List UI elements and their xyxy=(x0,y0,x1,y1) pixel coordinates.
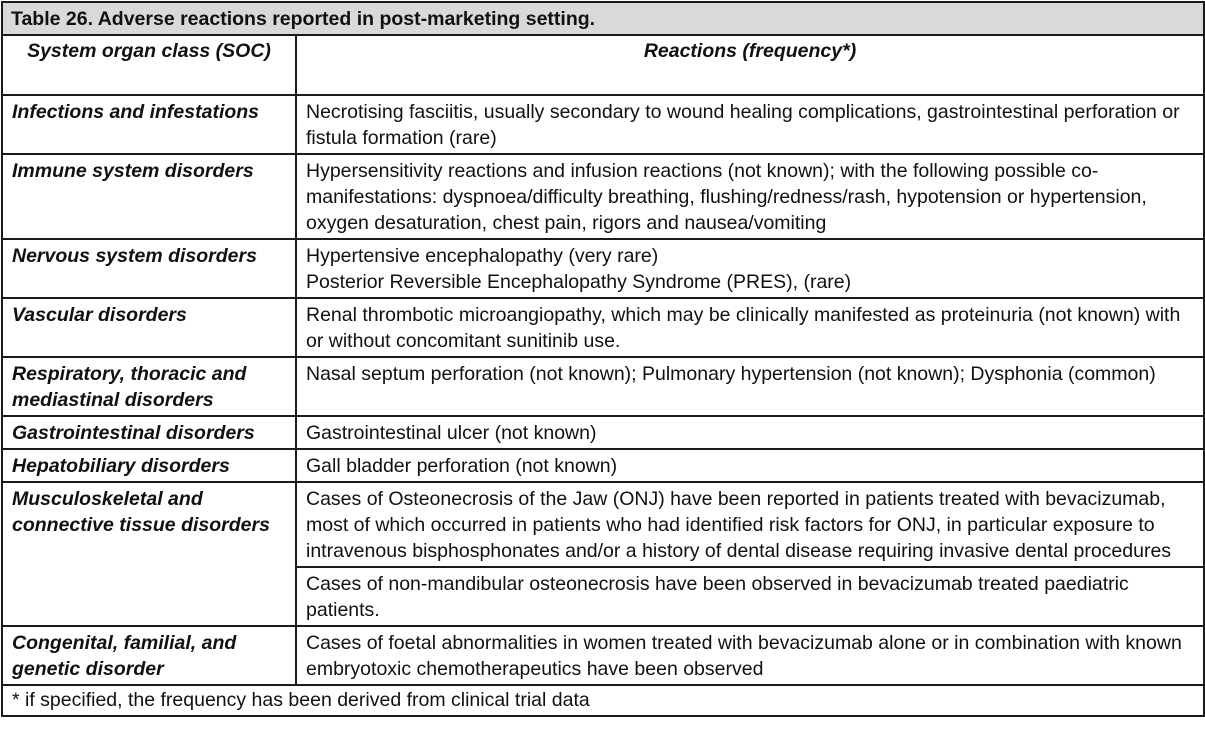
table-row xyxy=(2,416,1204,449)
soc-cell: Immune system disorders xyxy=(2,154,296,239)
title-row xyxy=(2,2,1204,35)
reaction-line: Posterior Reversible Encephalopathy Syndrome (PRES), (rare) xyxy=(306,271,852,293)
reactions-cell: Cases of foetal abnormalities in women treated with bevacizumab alone or in combination with known embryotoxic chemotherapeutics have been observed xyxy=(296,626,1204,685)
reactions-column-header: Reactions (frequency*) xyxy=(296,35,1204,95)
adverse-reactions-table xyxy=(1,1,1205,717)
soc-cell: Vascular disorders xyxy=(2,298,296,357)
soc-column-header: System organ class (SOC) xyxy=(2,35,296,95)
table-row xyxy=(2,449,1204,482)
soc-cell: Gastrointestinal disorders xyxy=(2,416,296,449)
reactions-cell: Hypersensitivity reactions and infusion reactions (not known); with the following possible co-manifestations: dyspnoea/difficulty breathing, flushing/redness/rash, hypotension or hypertension, oxygen desaturation, chest pain, rigors and nausea/vomiting xyxy=(296,154,1204,239)
table-footnote: * if specified, the frequency has been derived from clinical trial data xyxy=(2,685,1204,716)
table-row xyxy=(2,154,1204,239)
table-row xyxy=(2,626,1204,685)
footnote-row xyxy=(2,685,1204,716)
reactions-cell: Renal thrombotic microangiopathy, which may be clinically manifested as proteinuria (not known) with or without concomitant sunitinib use. xyxy=(296,298,1204,357)
soc-cell: Nervous system disorders xyxy=(2,239,296,298)
reactions-cell: Gall bladder perforation (not known) xyxy=(296,449,1204,482)
table-title: Table 26. Adverse reactions reported in post-marketing setting. xyxy=(2,2,1204,35)
soc-cell: Congenital, familial, and genetic disorder xyxy=(2,626,296,685)
reactions-cell: Gastrointestinal ulcer (not known) xyxy=(296,416,1204,449)
table-row xyxy=(2,482,1204,567)
reactions-cell: Cases of non-mandibular osteonecrosis have been observed in bevacizumab treated paediatric patients. xyxy=(296,567,1204,626)
table-row xyxy=(2,298,1204,357)
table-row xyxy=(2,95,1204,154)
header-row xyxy=(2,35,1204,95)
table-row xyxy=(2,357,1204,416)
soc-cell: Hepatobiliary disorders xyxy=(2,449,296,482)
soc-cell: Infections and infestations xyxy=(2,95,296,154)
reactions-cell: Necrotising fasciitis, usually secondary to wound healing complications, gastrointestinal perforation or fistula formation (rare) xyxy=(296,95,1204,154)
table-row xyxy=(2,239,1204,298)
reactions-cell xyxy=(296,239,1204,298)
soc-cell: Musculoskeletal and connective tissue disorders xyxy=(2,482,296,626)
reaction-line: Hypertensive encephalopathy (very rare) xyxy=(306,245,659,267)
soc-cell: Respiratory, thoracic and mediastinal disorders xyxy=(2,357,296,416)
reactions-cell: Cases of Osteonecrosis of the Jaw (ONJ) have been reported in patients treated with bevacizumab, most of which occurred in patients who had identified risk factors for ONJ, in particular exposure to intravenous bisphosphonates and/or a history of dental disease requiring invasive dental procedures xyxy=(296,482,1204,567)
reactions-cell: Nasal septum perforation (not known); Pulmonary hypertension (not known); Dysphonia (common) xyxy=(296,357,1204,416)
